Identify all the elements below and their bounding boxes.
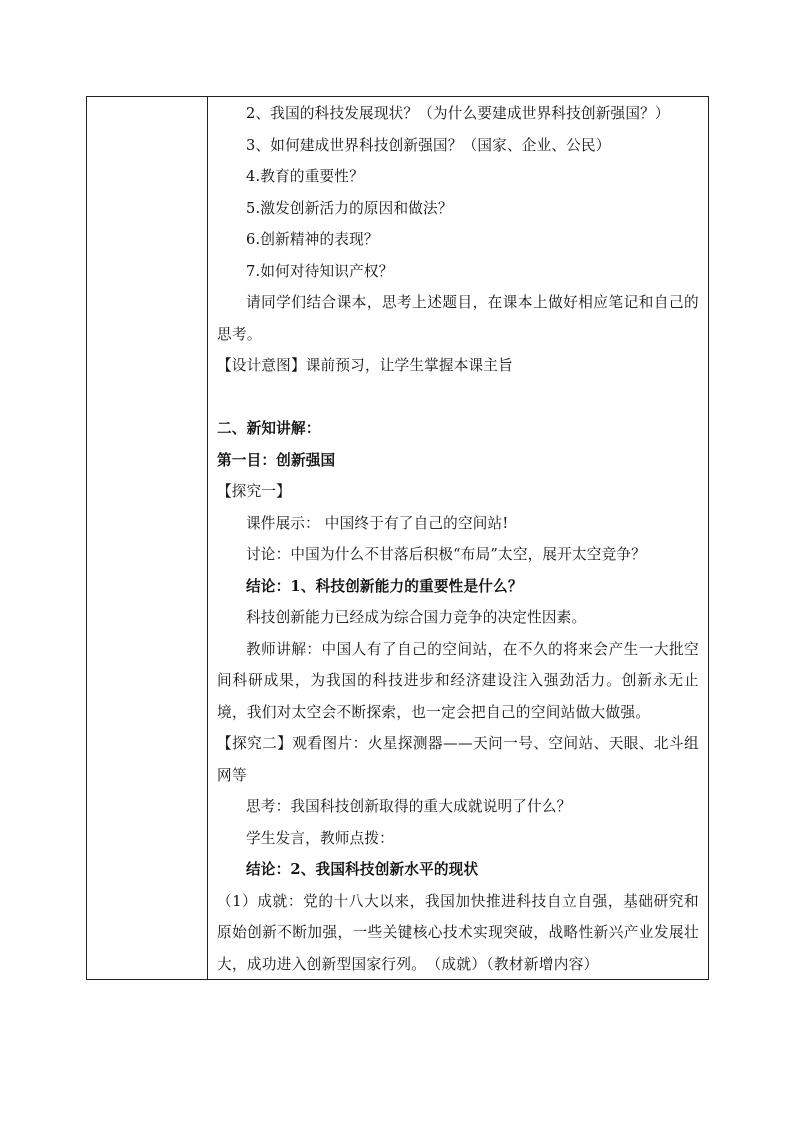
question-7: 7.如何对待知识产权？ (246, 262, 394, 280)
instruction-paragraph: 请同学们结合课本，思考上述题目，在课本上做好相应笔记和自己的思考。 (217, 294, 699, 343)
question-4: 4.教育的重要性？ (246, 168, 364, 185)
question-5: 5.激发创新活力的原因和做法？ (246, 199, 453, 217)
question-2: 2、我国的科技发展现状？（为什么要建成世界科技创新强国？） (246, 105, 670, 122)
think-line: 思考：我国科技创新取得的重大成就说明了什么？ (246, 798, 572, 815)
explore-two-paragraph: 【探究二】观看图片：火星探测器——天问一号、空间站、天眼、北斗组网等 (217, 735, 699, 784)
left-column-cell (87, 97, 207, 979)
design-intent: 【设计意图】课前预习，让学生掌握本课主旨 (217, 357, 513, 374)
student-speak-line: 学生发言，教师点拨： (246, 829, 394, 847)
teacher-explanation: 教师讲解：中国人有了自己的空间站，在不久的将来会产生一大批空间科研成果，为我国的科技进步和经济建设注入强劲活力。创新永无止境，我们对太空会不断探索，也一定会把自己的空间站做大做强。 (217, 640, 699, 721)
conclusion-two: 结论：2、我国科技创新水平的现状 (246, 861, 479, 878)
blank-line (217, 382, 699, 414)
subsection-title: 第一目：创新强国 (217, 451, 336, 469)
conclusion-one: 结论：1、科技创新能力的重要性是什么？ (246, 577, 523, 595)
section-title: 二、新知讲解： (217, 420, 321, 437)
courseware-line: 课件展示： 中国终于有了自己的空间站! (246, 514, 509, 532)
lesson-table (86, 96, 709, 980)
question-3: 3、如何建成世界科技创新强国？（国家、企业、公民） (246, 136, 611, 154)
content-cell (208, 97, 708, 979)
answer-one: 科技创新能力已经成为综合国力竞争的决定性因素。 (246, 609, 587, 626)
discussion-line: 讨论：中国为什么不甘落后积极“布局”太空，展开太空竞争？ (246, 546, 646, 563)
explore-one-heading: 【探究一】 (217, 483, 291, 500)
question-6: 6.创新精神的表现？ (246, 231, 379, 248)
achievement-paragraph: （1）成就：党的十八大以来，我国加快推进科技自立自强，基础研究和原始创新不断加强，一些关键核心技术实现突破，战略性新兴产业发展壮大，成功进入创新型国家行列。 （成就）（教材新增内容） (217, 892, 699, 973)
